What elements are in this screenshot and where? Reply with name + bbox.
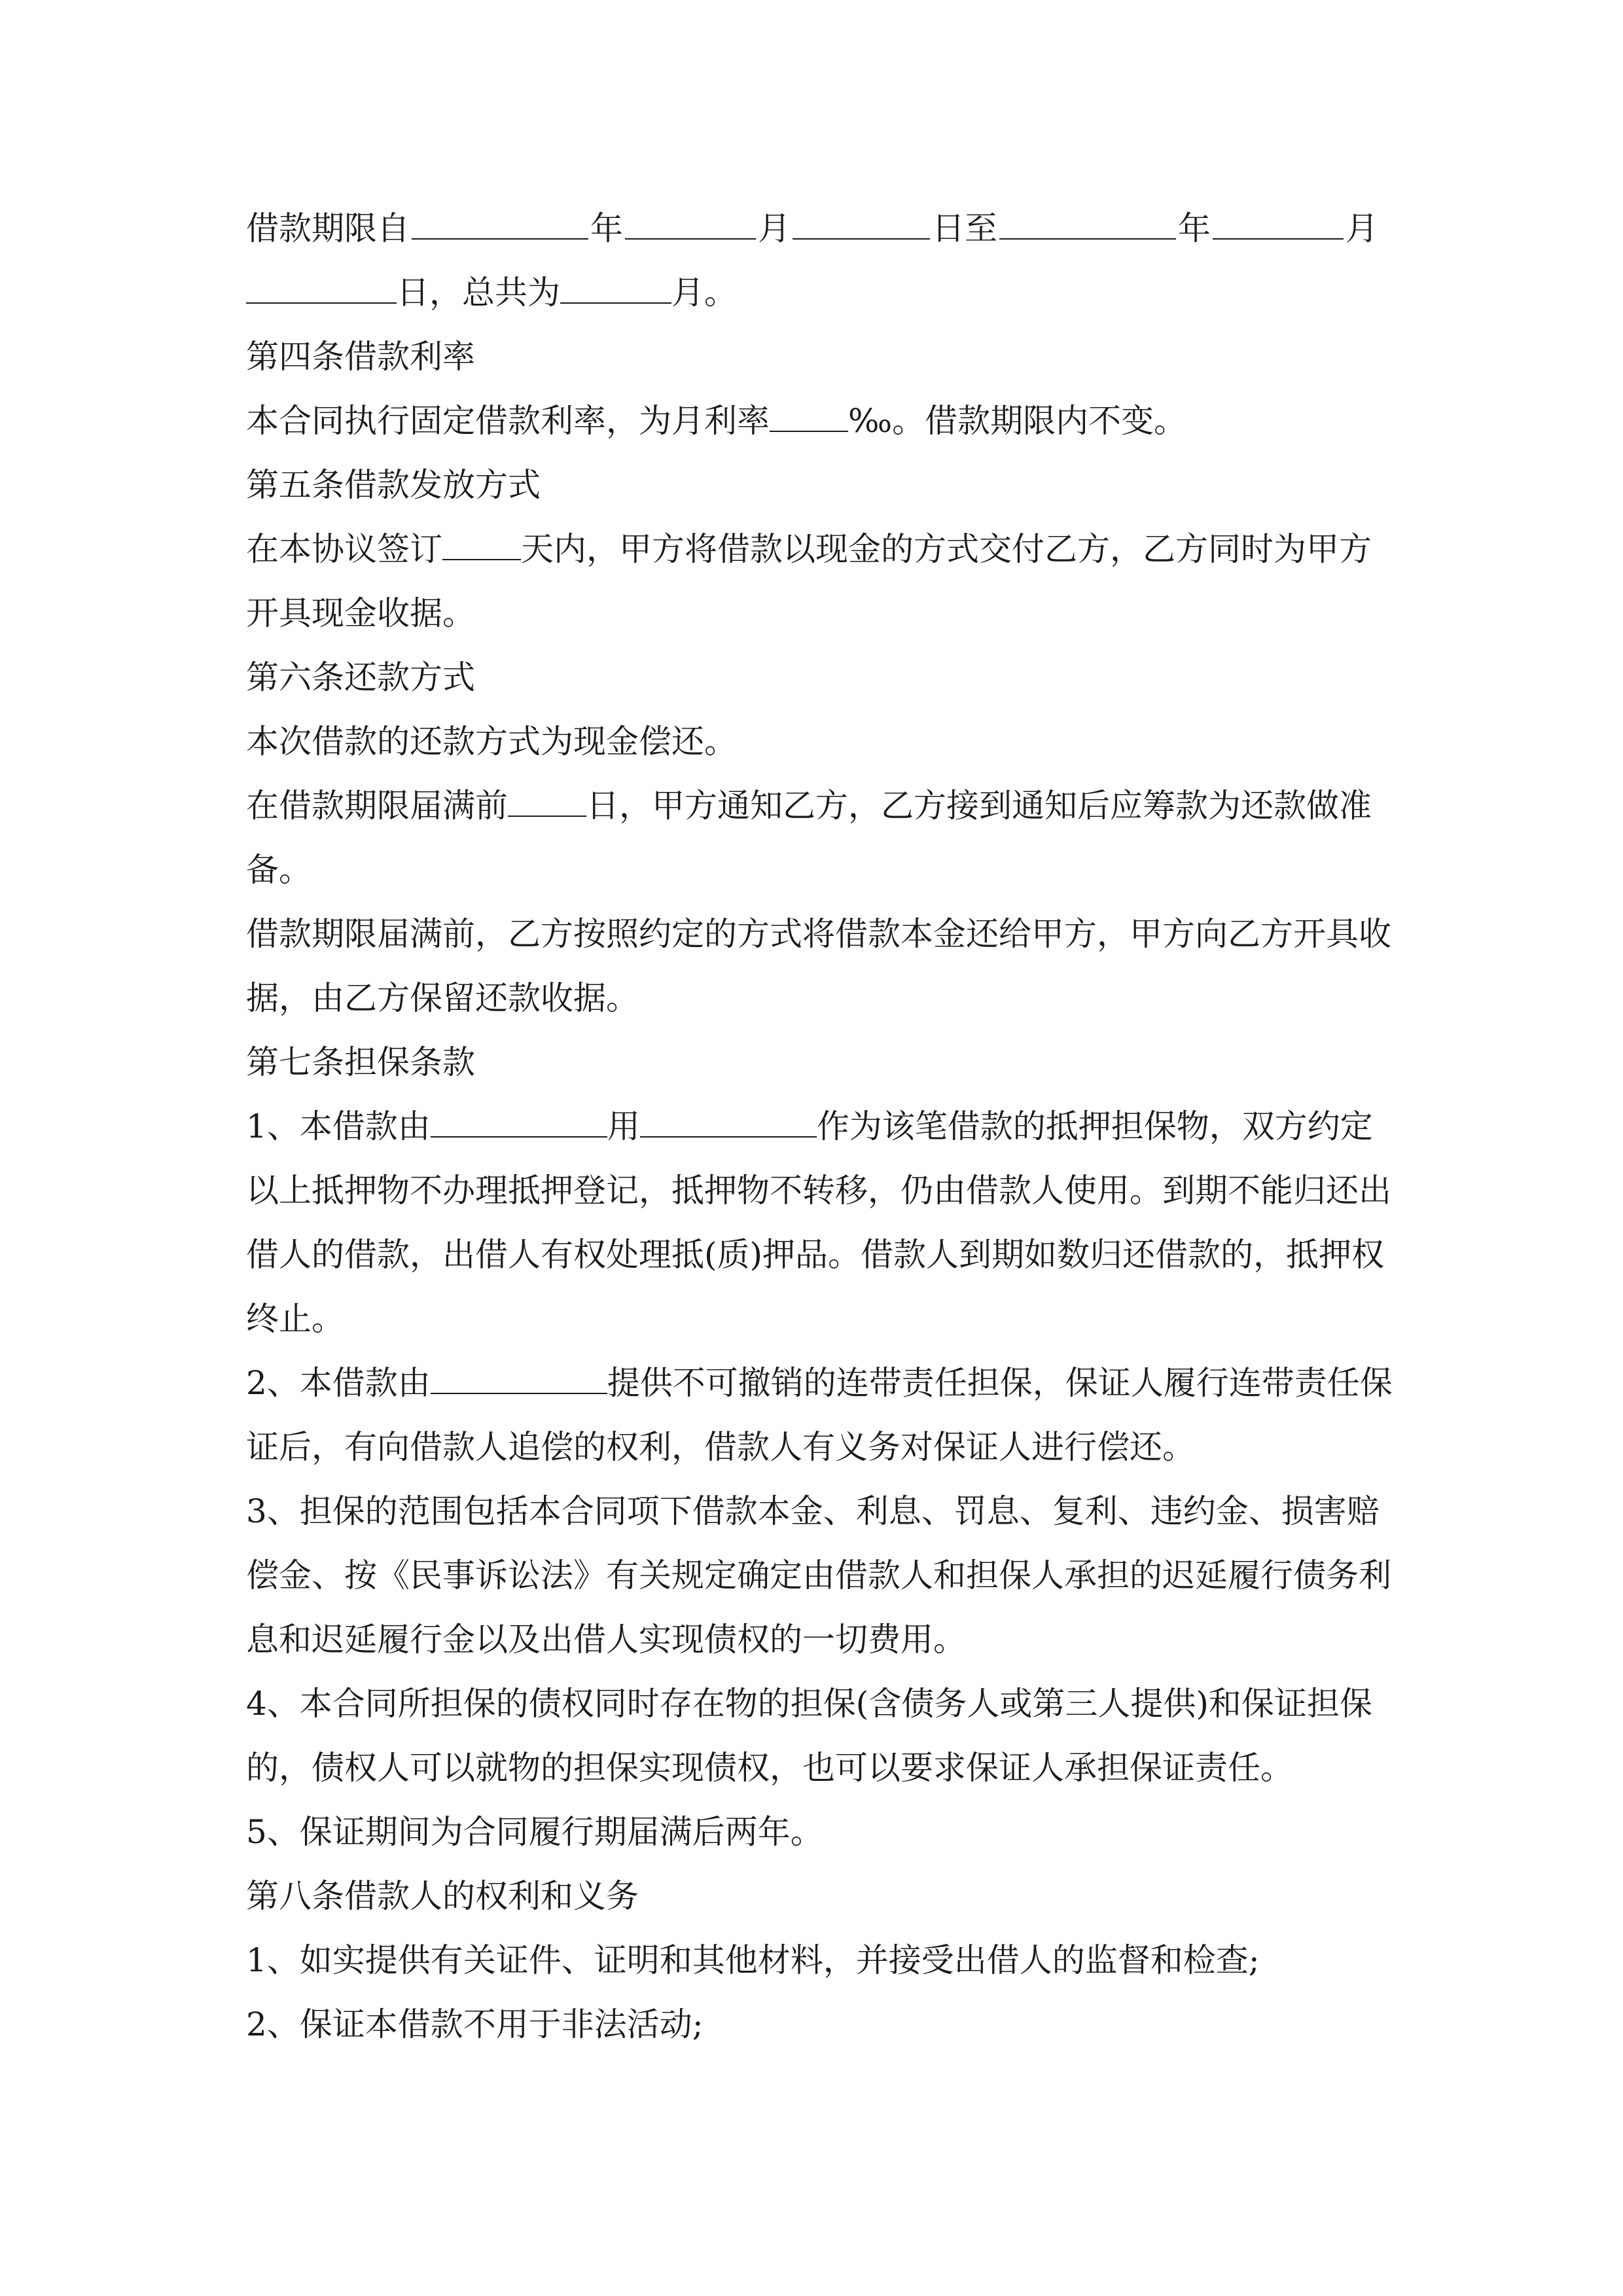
guarantee-suffix: 提供不可撤销的连带责任担保，保证人履行连带责任保 [607,1364,1393,1402]
article-6-body-3: 备。 [246,851,312,889]
end-year-blank[interactable] [999,200,1176,240]
monthly-rate-blank[interactable] [770,393,848,432]
article-7-item-4a: 4、本合同所担保的债权同时存在物的担保(含债务人或第三人提供)和保证担保 [246,1685,1372,1723]
guarantee-text: 2、本借款由 [246,1364,431,1402]
article-4-title: 第四条借款利率 [246,338,475,376]
guarantor-blank[interactable] [431,1355,607,1394]
article-7-title: 第七条担保条款 [246,1043,475,1081]
disbursement-text: 在本协议签订 [246,530,442,568]
total-label: 日，总共为 [397,274,560,312]
article-8-title: 第八条借款人的权利和义务 [246,1877,639,1915]
loan-total-line [246,260,1378,325]
article-7-item-1c: 借人的借款，出借人有权处理抵(质)押品。借款人到期如数归还借款的，抵押权 [246,1236,1385,1274]
article-7-item-2b: 证后，有向借款人追偿的权利，借款人有义务对保证人进行偿还。 [246,1428,1195,1466]
end-month-blank[interactable] [1213,200,1344,240]
notice-text: 在借款期限届满前 [246,787,508,825]
article-8-item-2: 2、保证本借款不用于非法活动; [246,2005,704,2043]
document-page [246,196,1393,2056]
days-blank[interactable] [442,521,521,560]
article-6-body-5: 据，由乙方保留还款收据。 [246,979,639,1017]
loan-term-line [246,196,1378,260]
end-month-label: 月 [1346,209,1378,247]
article-5-body-1 [246,517,1378,581]
disbursement-suffix: 天内，甲方将借款以现金的方式交付乙方，乙方同时为甲方 [521,530,1372,568]
months-label: 月。 [671,274,737,312]
article-8-item-1: 1、如实提供有关证件、证明和其他材料，并接受出借人的监督和检查; [246,1941,1260,1979]
collateral-suffix: 作为该笔借款的抵押担保物，双方约定 [816,1107,1373,1145]
month-label: 月 [758,209,791,247]
interest-rate-text: 本合同执行固定借款利率，为月利率 [246,402,770,440]
article-7-item-2a [246,1351,1393,1415]
use-label: 用 [607,1107,640,1145]
article-7-item-1b: 以上抵押物不办理抵押登记，抵押物不转移，仍由借款人使用。到期不能归还出 [246,1172,1391,1210]
year-label: 年 [590,209,623,247]
collateral-blank[interactable] [640,1098,817,1138]
start-day-blank[interactable] [793,200,930,240]
article-5-title: 第五条借款发放方式 [246,466,541,504]
article-7-item-5: 5、保证期间为合同履行期届满后两年。 [246,1813,823,1851]
article-5-body-2: 开具现金收据。 [246,594,475,632]
article-7-item-1a [246,1094,1378,1158]
article-6-body-2 [246,774,1378,838]
end-day-blank[interactable] [246,264,397,304]
article-7-item-3b: 偿金、按《民事诉讼法》有关规定确定由借款人和担保人承担的迟延履行债务利 [246,1556,1391,1594]
article-7-item-4b: 的，债权人可以就物的担保实现债权，也可以要求保证人承担保证责任。 [246,1749,1293,1787]
article-7-item-3a: 3、担保的范围包括本合同项下借款本金、利息、罚息、复利、违约金、损害赔 [246,1492,1380,1530]
interest-rate-suffix: ‰。借款期限内不变。 [848,402,1187,440]
start-year-blank[interactable] [412,200,588,240]
article-6-title: 第六条还款方式 [246,658,475,696]
article-7-item-3c: 息和迟延履行金以及出借人实现债权的一切费用。 [246,1621,966,1659]
article-6-body-1: 本次借款的还款方式为现金偿还。 [246,723,737,761]
borrower-blank[interactable] [431,1098,607,1138]
total-months-blank[interactable] [560,264,671,304]
notice-suffix: 日，甲方通知乙方，乙方接到通知后应筹款为还款做准 [586,787,1372,825]
collateral-text: 1、本借款由 [246,1107,431,1145]
notice-days-blank[interactable] [508,778,586,817]
article-6-body-4: 借款期限届满前，乙方按照约定的方式将借款本金还给甲方，甲方向乙方开具收 [246,915,1391,953]
article-7-item-1d: 终止。 [246,1300,344,1338]
end-year-label: 年 [1178,209,1211,247]
day-to-label: 日至 [932,209,997,247]
loan-term-from-label: 借款期限自 [246,209,410,247]
article-4-body [246,389,1378,453]
start-month-blank[interactable] [625,200,756,240]
